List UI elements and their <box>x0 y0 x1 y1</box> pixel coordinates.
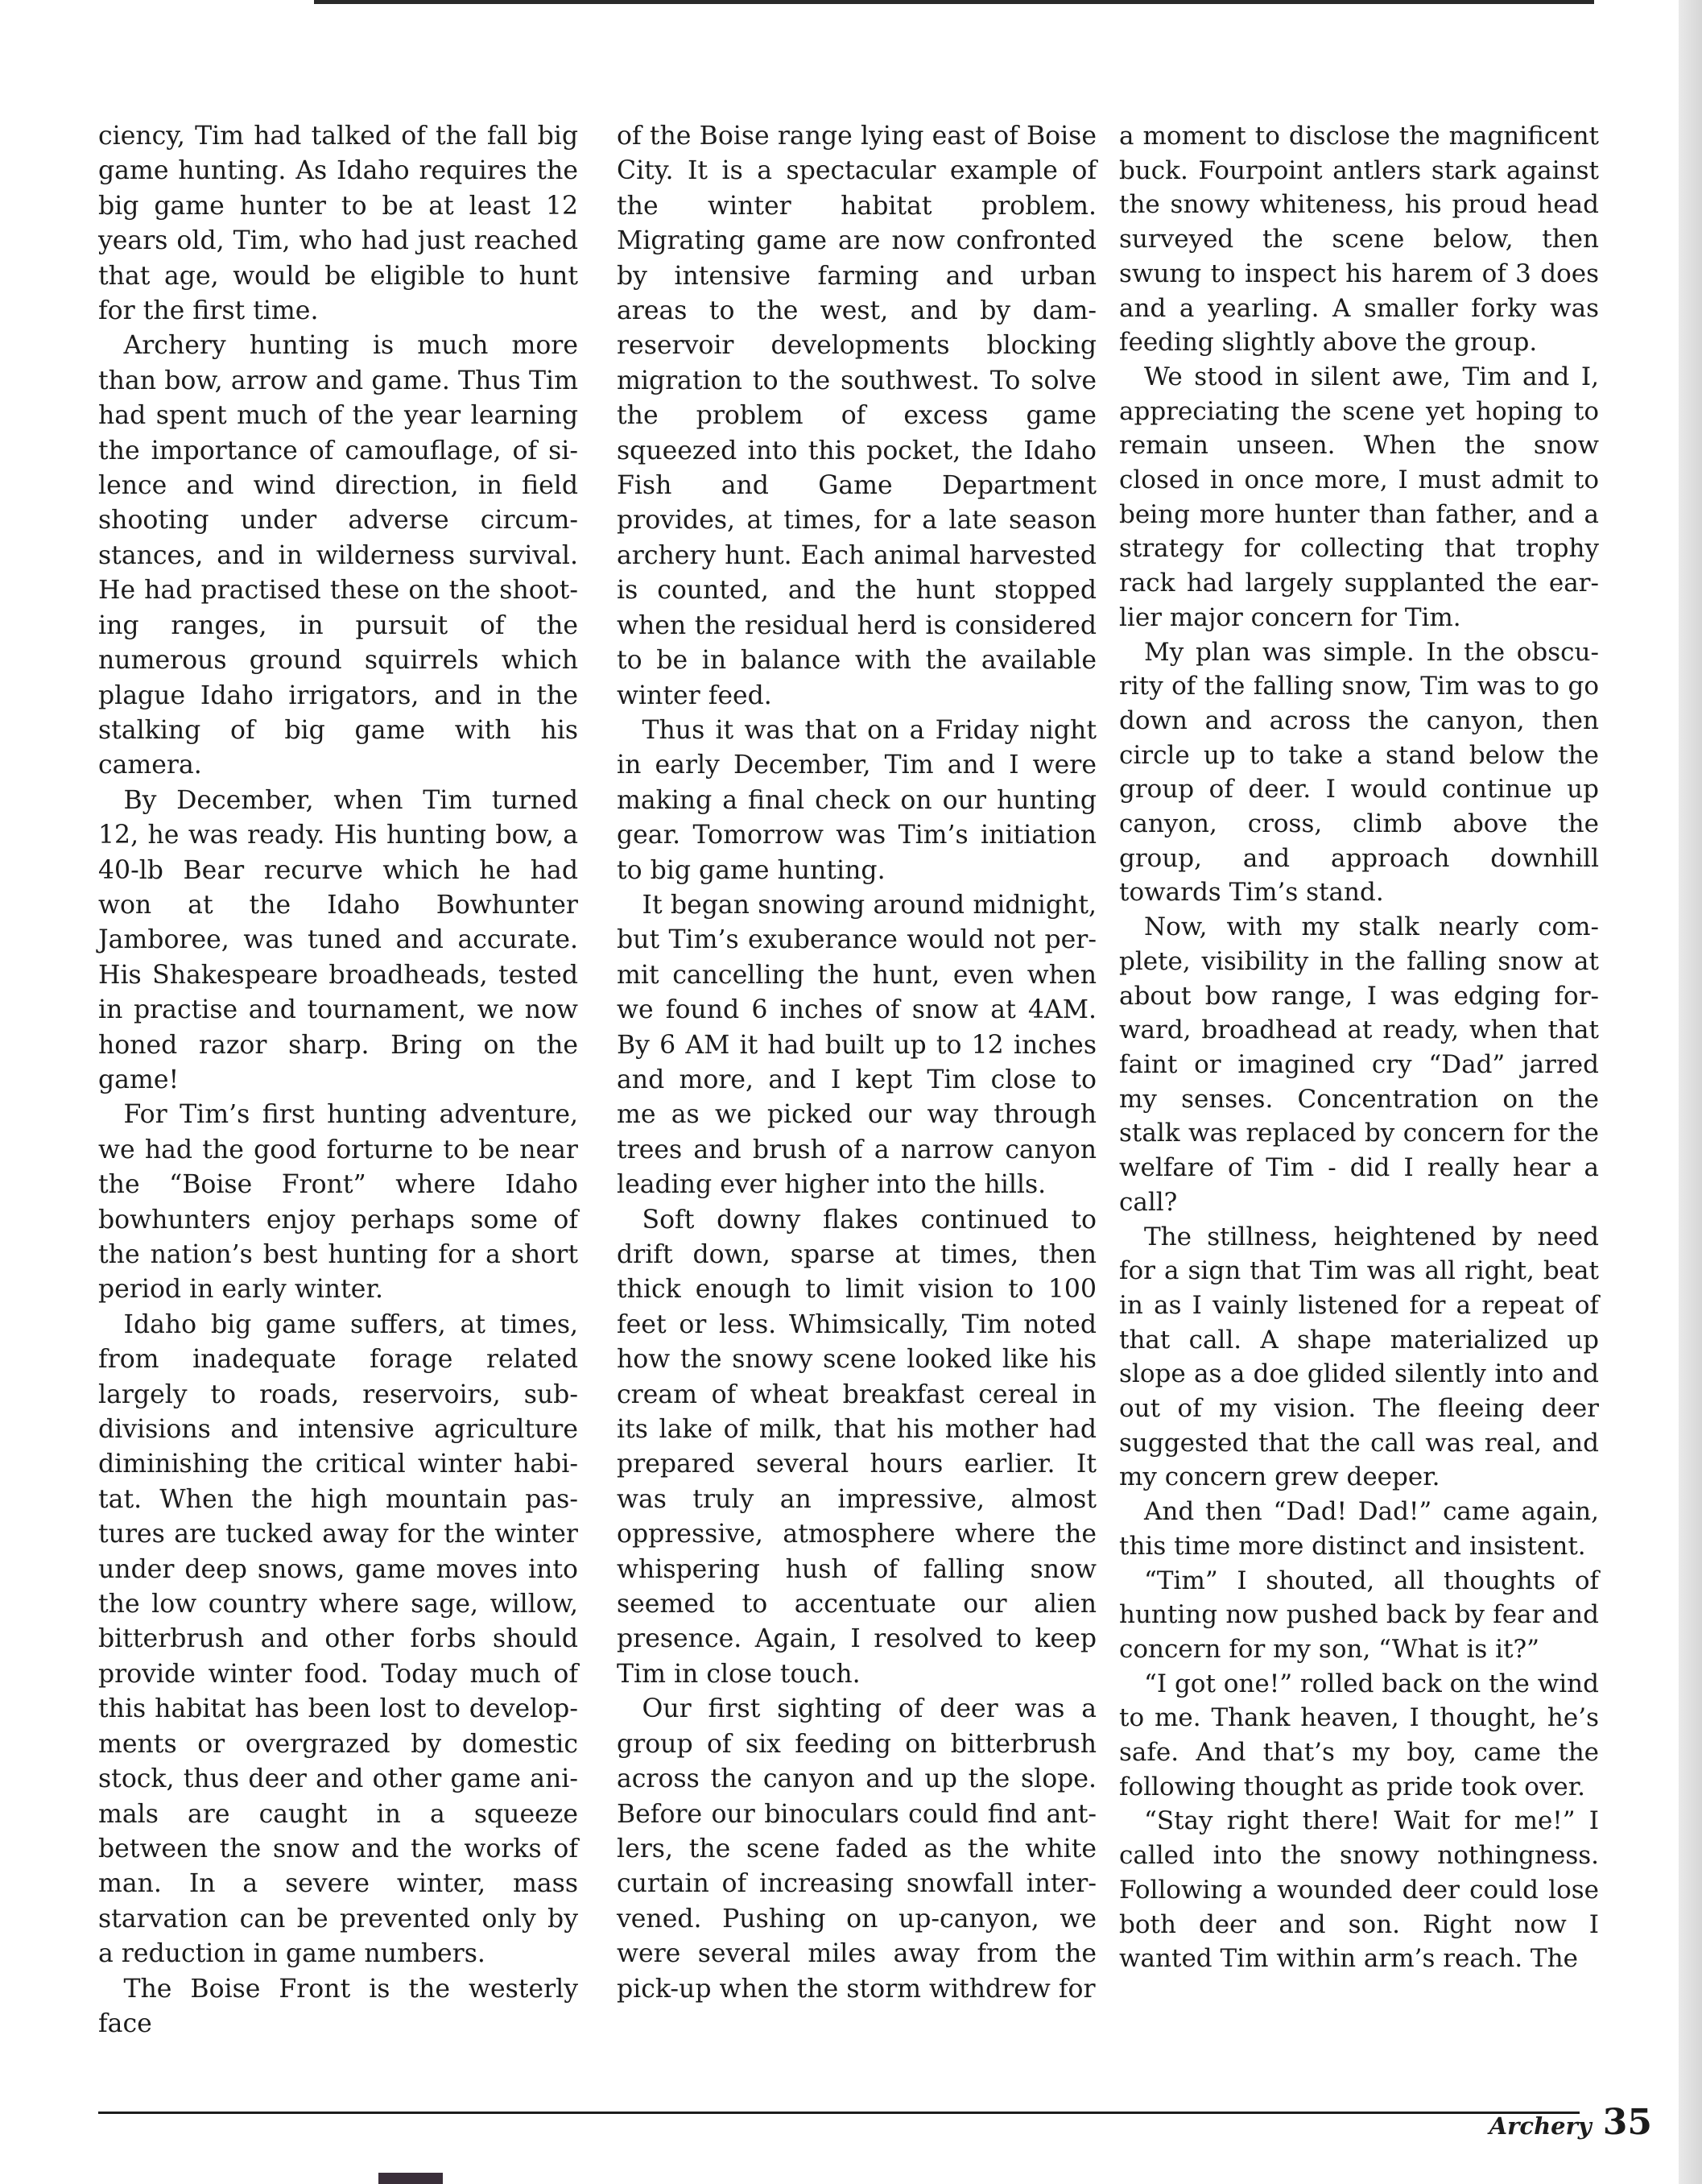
paragraph: It began snowing around midnight, but Tim’s exuberance would not permit cancelling the hunt, even when we found 6 inches of snow at 4AM. By 6 AM it had built up to 12 inches and more, and I kept Tim close to me as we picked our way through trees and brush of a narrow canyon leading ever higher into the hills. <box>617 890 1097 1200</box>
scan-artifact <box>378 2173 443 2184</box>
paragraph: And then “Dad! Dad!” came again, this time more distinct and insistent. <box>1119 1497 1599 1561</box>
top-rule <box>314 0 1594 4</box>
paragraph: ciency, Tim had talked of the fall big game hunting. As Idaho requires the big game hunter to be at least 12 years old, Tim, who had just reached that age, would be eligible to hunt for the first time. <box>98 122 578 326</box>
paragraph: Idaho big game suffers, at times, from inadequate forage related largely to roads, reservoirs, subdivisions and intensive agriculture diminishing the critical winter habitat. When the high mountain pastures are tucked away for the winter under deep snows, game moves into the low country where sage, willow, bitterbrush and other forbs should provide winter food. Today much of this habitat has been lost to developments or overgrazed by domestic stock, thus deer and other game animals are caught in a squeeze between the snow and the works of man. In a severe winter, mass starvation can be prevented only by a reduction in game numbers. <box>98 1309 578 1969</box>
paragraph: Archery hunting is much more than bow, arrow and game. Thus Tim had spent much of the year learning the importance of camouflage, of silence and wind direction, in field shooting under adverse circumstances, and in wilderness survival. He had practised these on the shooting ranges, in pursuit of the numerous ground squirrels which plague Idaho irrigators, and in the stalking of big game with his camera. <box>98 331 578 780</box>
paragraph: We stood in silent awe, Tim and I, appreciating the scene yet hoping to remain unseen. When the snow closed in once more, I must admit to being more hunter than father, and a strategy for collecting that trophy rack had largely supplanted the earlier major concern for Tim. <box>1119 362 1599 632</box>
article-column-left <box>98 119 578 2041</box>
page-footer <box>1489 2102 1652 2150</box>
page-number: 35 <box>1602 2102 1652 2143</box>
paragraph: a moment to disclose the magnificent buck. Fourpoint antlers stark against the snowy whiteness, his proud head surveyed the scene below, then swung to inspect his harem of 3 does and a yearling. A smaller forky was feeding slightly above the group. <box>1119 122 1599 358</box>
page-edge <box>1679 0 1702 2184</box>
paragraph: By December, when Tim turned 12, he was ready. His hunting bow, a 40-lb Bear recurve which he had won at the Idaho Bowhunter Jamboree, was tuned and accurate. His Shakespeare broadheads, tested in practise and tournament, we now honed razor sharp. Bring on the game! <box>98 785 578 1094</box>
paragraph: Our first sighting of deer was a group of six feeding on bitterbrush across the canyon and up the slope. Before our binoculars could find antlers, the scene faded as the white curtain of increasing snowfall intervened. Pushing on up-canyon, we were several miles away from the pick-up when the storm withdrew for <box>617 1694 1097 2004</box>
paragraph: Soft downy flakes continued to drift down, sparse at times, then thick enough to limit vision to 100 feet or less. Whimsically, Tim noted how the snowy scene looked like his cream of wheat breakfast cereal in its lake of milk, that his mother had prepared several hours earlier. It was truly an impressive, almost oppressive, atmosphere where the whispering hush of falling snow seemed to accentuate our alien presence. Again, I resolved to keep Tim in close touch. <box>617 1205 1097 1689</box>
footer-rule <box>98 2112 1580 2114</box>
paragraph: Now, with my stalk nearly complete, visibility in the falling snow at about bow range, I was edging forward, broadhead at ready, when that faint or imagined cry “Dad” jarred my senses. Concentration on the stalk was replaced by concern for the welfare of Tim - did I really hear a call? <box>1119 912 1599 1217</box>
paragraph: My plan was simple. In the obscurity of the falling snow, Tim was to go down and across the canyon, then circle up to take a stand below the group of deer. I would continue up canyon, cross, climb above the group, and approach downhill towards Tim’s stand. <box>1119 637 1599 908</box>
paragraph: The Boise Front is the westerly face <box>98 1974 578 2038</box>
paragraph: “Tim” I shouted, all thoughts of hunting now pushed back by fear and concern for my son, “What is it?” <box>1119 1566 1599 1664</box>
paragraph: of the Boise range lying east of Boise City. It is a spectacular example of the winter habitat problem. Migrating game are now confronted by intensive farming and urban areas to the west, and by dam-reservoir developments blocking migration to the southwest. To solve the problem of excess game squeezed into this pocket, the Idaho Fish and Game Department provides, at times, for a late season archery hunt. Each animal harvested is counted, and the hunt stopped when the residual herd is considered to be in balance with the available winter feed. <box>617 122 1097 710</box>
article-column-right <box>1119 119 1599 1976</box>
paragraph: For Tim’s first hunting adventure, we had the good forturne to be near the “Boise Front” where Idaho bowhunters enjoy perhaps some of the nation’s best hunting for a short period in early winter. <box>98 1100 578 1305</box>
article-column-middle <box>617 119 1097 2007</box>
magazine-name: Archery <box>1489 2112 1592 2140</box>
paragraph: “I got one!” rolled back on the wind to me. Thank heaven, I thought, he’s safe. And that’s my boy, came the following thought as pride took over. <box>1119 1669 1599 1801</box>
paragraph: “Stay right there! Wait for me!” I called into the snowy nothingness. Following a wounded deer could lose both deer and son. Right now I wanted Tim within arm’s reach. The <box>1119 1806 1599 1974</box>
paragraph: Thus it was that on a Friday night in early December, Tim and I were making a final check on our hunting gear. Tomorrow was Tim’s initiation to big game hunting. <box>617 715 1097 885</box>
paragraph: The stillness, heightened by need for a sign that Tim was all right, beat in as I vainly listened for a repeat of that call. A shape materialized up slope as a doe glided silently into and out of my vision. The fleeing deer suggested that the call was real, and my concern grew deeper. <box>1119 1222 1599 1492</box>
